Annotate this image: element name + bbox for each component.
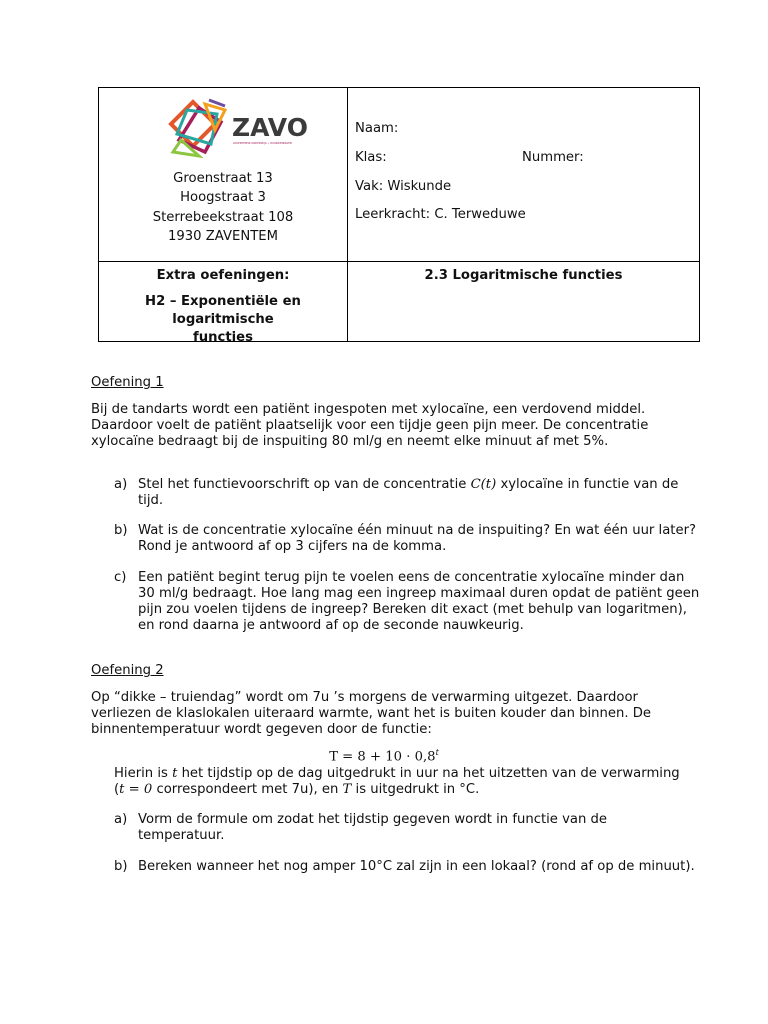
- intro-line: Bij de tandarts wordt een patiënt ingespoten met xylocaïne, een verdovend middel.: [91, 402, 646, 417]
- temperature-formula: [91, 748, 677, 764]
- exercise-2b-text: Bereken wanneer het nog amper 10°C zal zijn in een lokaal? (rond af op de minuut).: [138, 859, 695, 874]
- school-logo: [163, 96, 308, 158]
- text-span: het tijdstip op de dag uitgedrukt in uur na het uitzetten van de verwarming: [177, 766, 680, 781]
- address-line: Sterrebeekstraat 108: [152, 209, 294, 225]
- question-line: Vorm de formule om zodat het tijdstip gegeven wordt in functie van de: [138, 812, 608, 827]
- intro-line: Daardoor voelt de patiënt plaatselijk voor een tijdje geen pijn meer. De concentratie: [91, 418, 649, 433]
- exercise-1a-text: [138, 477, 683, 509]
- logo-text: ZAVO: [232, 113, 308, 142]
- text-span: xylocaïne in functie van de: [496, 477, 679, 492]
- question-line: Wat is de concentratie xylocaïne één minuut na de inspuiting? En wat één uur later?: [138, 523, 696, 538]
- math-variable: t: [172, 766, 178, 781]
- logo-tagline: ZAVENTEMSE ONDERWIJS- / VOORZIENINGEN: [233, 142, 292, 145]
- divider: [347, 88, 348, 341]
- math-variable: T: [342, 782, 352, 797]
- text-span: is uitgedrukt in °C.: [351, 782, 480, 797]
- address-line: Groenstraat 13: [173, 171, 273, 186]
- exercise-2a-label: a): [114, 812, 128, 827]
- explanation-line: [114, 766, 680, 782]
- klas-label: Klas:: [355, 150, 387, 165]
- header-table: [98, 87, 700, 345]
- question-line: Rond je antwoord af op 3 cijfers na de komma.: [138, 539, 447, 554]
- question-line: temperatuur.: [138, 828, 225, 843]
- intro-line: xylocaïne bedraagt bij de inspuiting 80 ml/g en neemt elke minuut af met 5%.: [91, 434, 609, 449]
- school-address: [99, 169, 347, 246]
- text-span: correspondeert met 7u), en: [152, 782, 343, 797]
- exercise-1b-text: [138, 523, 696, 555]
- divider: [99, 261, 699, 262]
- exercise-2a-text: [138, 812, 607, 844]
- extra-title: Extra oefeningen:: [156, 268, 290, 283]
- nummer-label: Nummer:: [522, 150, 584, 165]
- math-expression: t = 0: [119, 782, 153, 797]
- exercise-2-intro: [91, 690, 651, 738]
- question-line: en rond daarna je antwoord af op de seconde nauwkeurig.: [138, 618, 524, 633]
- math-expression: C(t): [470, 477, 497, 492]
- explanation-line: [114, 782, 680, 798]
- logo-graphic: [163, 96, 308, 158]
- question-line: 30 ml/g bedraagt. Hoe lang mag een ingreep maximaal duren opdat de patiënt geen: [138, 586, 700, 601]
- text-span: Stel het functievoorschrift op van de concentratie: [138, 477, 471, 492]
- chapter-line: functies: [193, 330, 253, 345]
- exercise-1a-label: a): [114, 477, 128, 492]
- exercise-1-intro: [91, 402, 648, 450]
- address-line: 1930 ZAVENTEM: [168, 228, 278, 244]
- exercise-1c-text: [138, 570, 699, 634]
- question-line: [138, 477, 683, 493]
- exercise-1-title: Oefening 1: [91, 375, 164, 390]
- section-title: 2.3 Logaritmische functies: [424, 268, 623, 283]
- vak-label: Vak: Wiskunde: [355, 179, 452, 194]
- exercise-1b-label: b): [114, 523, 128, 538]
- formula-text: T = 8 + 10 · 0,8: [329, 749, 436, 765]
- intro-line: verliezen de klaslokalen uiteraard warmte, want het is buiten kouder dan binnen. De: [91, 706, 651, 721]
- chapter-title: [99, 293, 347, 347]
- chapter-line: H2 – Exponentiële en logaritmische: [145, 294, 301, 327]
- leerkracht-label: Leerkracht: C. Terweduwe: [355, 207, 526, 222]
- text-span: Hierin is: [114, 766, 173, 781]
- question-line: tijd.: [138, 493, 164, 508]
- naam-label: Naam:: [355, 121, 399, 136]
- question-line: Een patiënt begint terug pijn te voelen eens de concentratie xylocaïne minder dan: [138, 570, 685, 585]
- formula-exponent: t: [435, 748, 439, 757]
- address-line: Hoogstraat 3: [180, 190, 266, 206]
- intro-line: binnentemperatuur wordt gegeven door de functie:: [91, 722, 432, 737]
- text-span: (: [114, 782, 120, 797]
- exercise-2b-label: b): [114, 859, 128, 874]
- exercise-2-explanation: [114, 766, 680, 798]
- exercise-2-title: Oefening 2: [91, 663, 164, 678]
- intro-line: Op “dikke – truiendag” wordt om 7u ’s morgens de verwarming uitgezet. Daardoor: [91, 690, 638, 705]
- exercise-1c-label: c): [114, 570, 127, 585]
- question-line: pijn zou voelen tijdens de ingreep? Bereken dit exact (met behulp van logaritmen),: [138, 602, 687, 617]
